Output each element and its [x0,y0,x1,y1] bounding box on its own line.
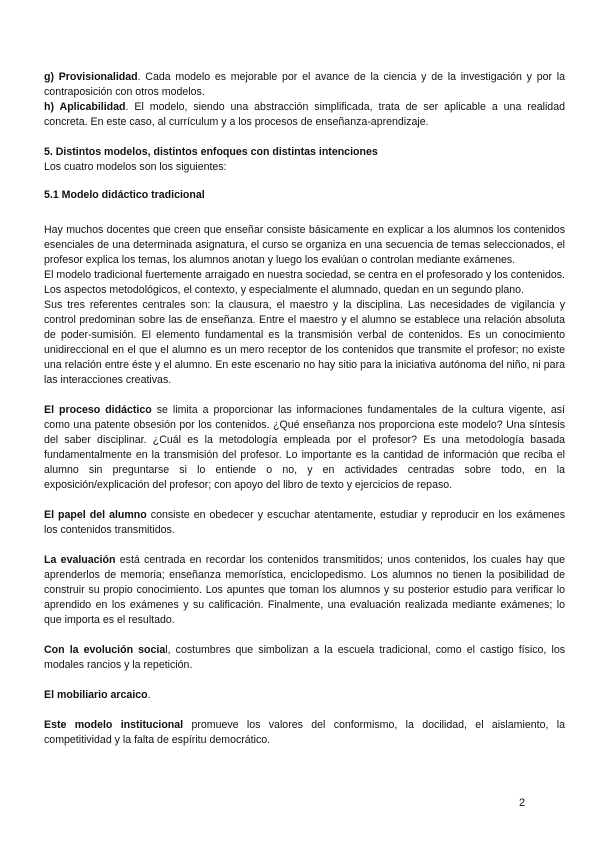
evaluacion-text: está centrada en recordar los contenidos transmitidos; unos contenidos, los cuales hay que aprenderlos de memoria; enseñanza memorística, enciclopedismo. Los alumnos no tienen la posibilidad de construir su propio conocimiento. Los apuntes que toman los alumnos y su posterior estudio para verificar lo aprendido en los exámenes y su calificación. Finalmente, una evaluación realizada mediante exámenes; lo que importa es el resultado. [44,554,565,626]
paragraph-modelo-institucional [44,718,565,748]
paragraph-referentes: Sus tres referentes centrales son: la clausura, el maestro y la disciplina. Las necesidades de vigilancia y control predominan sobre las de enseñanza. Entre el maestro y el alumno se establece una relación absoluta de poder-sumisión. El elemento fundamental es la transmisión verbal de contenidos. Es un conocimiento unidireccional en el que el alumno es un mero receptor de los contenidos que transmite el profesor; no existe una relación entre éste y el alumno. En este escenario no hay sitio para la iniciativa autónoma del niño, ni para las interacciones creativas. [44,299,565,386]
page-number: 2 [519,797,526,809]
institucional-title: Este modelo institucional [44,719,184,731]
proceso-title: El proceso didáctico [44,404,152,416]
item-h-text: . El modelo, siendo una abstracción simplificada, trata de ser aplicable a una realidad concreta. En este caso, al currículum y a los procesos de enseñanza-aprendizaje. [44,101,565,128]
paragraph-evolucion-social [44,643,565,673]
paragraph-modelo-tradicional: El modelo tradicional fuertemente arraigado en nuestra sociedad, se centra en el profesorado y los contenidos. Los aspectos metodológicos, el contexto, y especialmente el alumnado, quedan en un segundo plano. [44,269,565,296]
paragraph-mobiliario [44,688,565,703]
papel-title: El papel del alumno [44,509,147,521]
item-g-text: . Cada modelo es mejorable por el avance de la ciencia y de la investigación y por la contraposición con otros modelos. [44,71,566,98]
paragraph-evaluacion [44,553,565,628]
item-g-title: g) Provisionalidad [44,71,138,83]
section-5-1-heading: 5.1 Modelo didáctico tradicional [44,189,205,201]
document-page [44,70,565,748]
paragraph-proceso-didactico [44,403,565,493]
paragraph-papel-alumno [44,508,565,538]
item-h-aplicabilidad [44,100,565,130]
evaluacion-title: La evaluación [44,554,116,566]
evolucion-title: Con la evolución socia [44,644,166,656]
papel-text: consiste en obedecer y escuchar atentamente, estudiar y reproducir en los exámenes los contenidos transmitidos. [44,509,565,536]
item-g-provisionalidad [44,70,565,100]
paragraph-docentes: Hay muchos docentes que creen que enseñar consiste básicamente en explicar a los alumnos los contenidos esenciales de una determinada asignatura, el curso se organiza en una secuencia de temas seleccionados, el profesor explica los temas, los alumnos anotan y luego los evalúan o controlan mediante exámenes. [44,224,565,266]
proceso-text: se limita a proporcionar las informaciones fundamentales de la cultura vigente, así como una patente obsesión por los contenidos. ¿Qué enseñanza nos proporciona este modelo? Una síntesis del saber disciplinar. ¿Cuál es la metodología empleada por el profesor? Es una metodología basada fundamentalmente en la transmisión del profesor. Lo importante es la cantidad de información que reciba el alumno sin preguntarse si lo entiende o no, y en actividades centradas sobre todo, en la exposición/explicación del profesor; con apoyo del libro de texto y ejercicios de repaso. [44,404,565,491]
institucional-text: promueve los valores del conformismo, la docilidad, el aislamiento, la competitividad y la falta de espíritu democrático. [44,719,565,746]
section-5-heading: 5. Distintos modelos, distintos enfoques con distintas intenciones [44,146,378,158]
evolucion-text: l, costumbres que simbolizan a la escuela tradicional, como el castigo físico, los modales rancios y la repetición. [44,644,566,671]
section-5-intro: Los cuatro modelos son los siguientes: [44,161,227,173]
mobiliario-title: El mobiliario arcaico [44,689,148,701]
mobiliario-text: . [147,689,151,701]
item-h-title: h) Aplicabilidad [44,101,126,113]
